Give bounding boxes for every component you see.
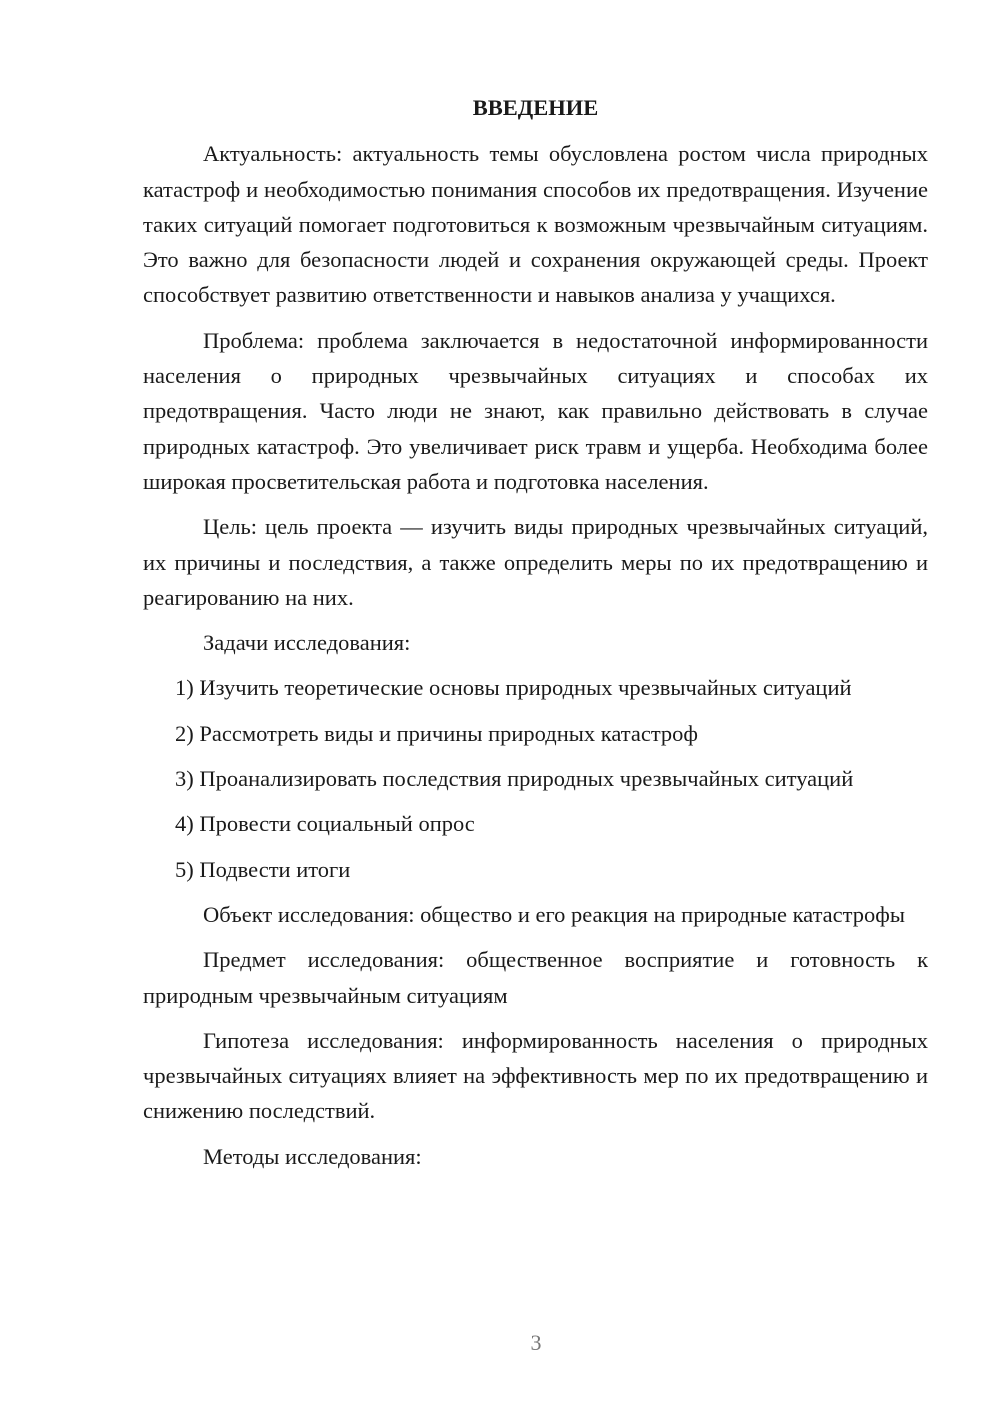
list-item: 2) Рассмотреть виды и причины природных катастроф (175, 720, 699, 746)
paragraph-relevance: Актуальность: актуальность темы обусловлена ростом числа природных катастроф и необходимостью понимания способов их предотвращения. Изучение таких ситуаций помогает подготовиться к возможным чрезвычайным ситуациям. Это важно для безопасности людей и сохранения окружающей среды. Проект способствует развитию ответственности и навыков анализа у учащихся. (143, 141, 928, 308)
list-item: 1) Изучить теоретические основы природных чрезвычайных ситуаций (175, 675, 852, 701)
tasks-label: Задачи исследования: (203, 630, 411, 656)
document-page (143, 90, 928, 1184)
list-item: 3) Проанализировать последствия природных чрезвычайных ситуаций (175, 766, 854, 792)
page-number: 3 (530, 1330, 542, 1355)
paragraph-object: Объект исследования: общество и его реакция на природные катастрофы (203, 901, 905, 927)
paragraph-goal: Цель: цель проекта — изучить виды природных чрезвычайных ситуаций, их причины и последствия, а также определить меры по их предотвращению и реагированию на них. (143, 514, 928, 610)
list-item: 5) Подвести итоги (175, 856, 351, 882)
task-list (143, 670, 928, 886)
paragraph-problem: Проблема: проблема заключается в недостаточной информированности населения о природных чрезвычайных ситуациях и способах их предотвращения. Часто люди не знают, как правильно действовать в случае природных катастроф. Это увеличивает риск травм и ущерба. Необходима более широкая просветительская работа и подготовка населения. (143, 327, 928, 494)
paragraph-subject: Предмет исследования: общественное восприятие и готовность к природным чрезвычайным ситуациям (143, 947, 928, 1008)
list-item: 4) Провести социальный опрос (175, 811, 475, 837)
paragraph-hypothesis: Гипотеза исследования: информированность населения о природных чрезвычайных ситуациях влияет на эффективность мер по их предотвращению и снижению последствий. (143, 1027, 928, 1124)
page-title: ВВЕДЕНИЕ (472, 95, 599, 120)
methods-label: Методы исследования: (203, 1143, 422, 1169)
